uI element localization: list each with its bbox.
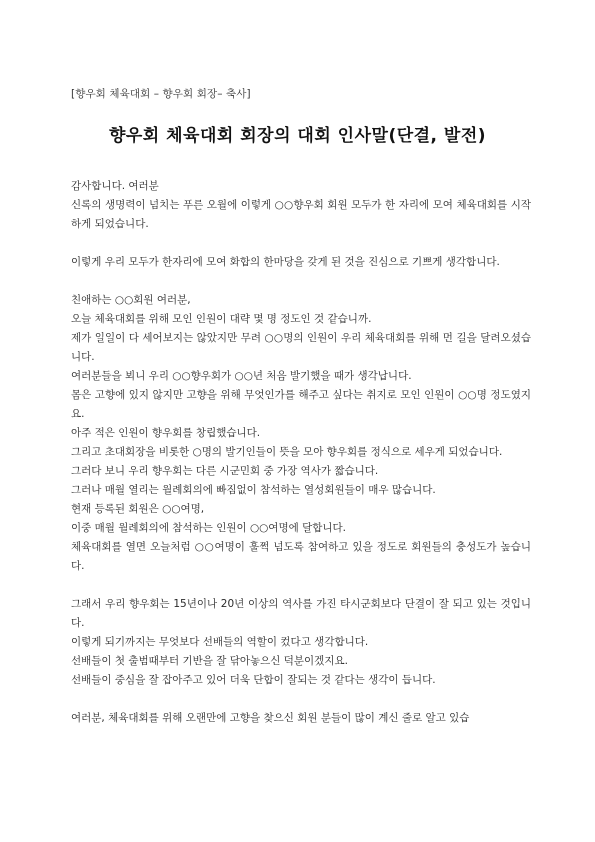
body-paragraph: 이렇게 우리 모두가 한자리에 모여 화합의 한마당을 갖게 된 것을 진심으로 기쁘게 생각합니다. xyxy=(71,256,500,268)
body-paragraph: 그러나 매월 열리는 월례회의에 빠짐없이 참석하는 열성회원들이 매우 많습니다. xyxy=(71,484,436,496)
body-paragraph: 현재 등록된 회원은 ○○여명, xyxy=(71,503,205,515)
body-paragraph: 선배들이 중심을 잘 잡아주고 있어 더욱 단합이 잘되는 것 같다는 생각이 듭니다. xyxy=(71,674,436,686)
body-paragraph: 아주 적은 인원이 향우회를 창립했습니다. xyxy=(71,427,261,439)
body-paragraph: 그래서 우리 향우회는 15년이나 20년 이상의 역사를 가진 타시군회보다 단결이 잘 되고 있는 것입니다. xyxy=(71,598,531,629)
body-paragraph: 몸은 고향에 있지 않지만 고향을 위해 무엇인가를 해주고 싶다는 취지로 모인 인원이 ○○명 정도였지요. xyxy=(71,389,531,420)
body-paragraph: 여러분들을 뵈니 우리 ○○향우회가 ○○년 처음 발기했을 때가 생각납니다. xyxy=(71,370,412,382)
body-paragraph: 친애하는 ○○회원 여러분, xyxy=(71,294,191,306)
body-paragraph: 오늘 체육대회를 위해 모인 인원이 대략 몇 명 정도인 것 같습니까. xyxy=(71,313,372,325)
paragraph-spacer xyxy=(71,690,531,709)
paragraph-spacer xyxy=(71,272,531,291)
paragraph-spacer xyxy=(71,234,531,253)
body-paragraph: 여러분, 체육대회를 위해 오랜만에 고향을 찾으신 회원 분들이 많이 계신 줄로 알고 있습 xyxy=(71,712,470,724)
body-paragraph: 그리고 초대회장을 비롯한 ○명의 발기인들이 뜻을 모아 향우회를 정식으로 세우게 되었습니다. xyxy=(71,446,503,458)
document-header: [향우회 체육대회 – 향우회 회장– 축사] xyxy=(71,88,251,100)
document-title: 향우회 체육대회 회장의 대회 인사말(단결, 발전) xyxy=(108,126,487,146)
body-paragraph: 체육대회를 열면 오늘처럼 ○○여명이 훌쩍 넘도록 참여하고 있을 정도로 회원들의 충성도가 높습니다. xyxy=(71,541,531,572)
body-paragraph: 감사합니다. 여러분 xyxy=(71,180,159,192)
body-paragraph: 이렇게 되기까지는 무엇보다 선배들의 역할이 컸다고 생각합니다. xyxy=(71,636,369,648)
body-paragraph: 선배들이 첫 출범때부터 기반을 잘 닦아놓으신 덕분이겠지요. xyxy=(71,655,348,667)
paragraph-spacer xyxy=(71,576,531,595)
body-paragraph: 그러다 보니 우리 향우회는 다른 시군민회 중 가장 역사가 짧습니다. xyxy=(71,465,379,477)
document-body xyxy=(71,177,531,728)
body-paragraph: 이중 매월 월례회의에 참석하는 인원이 ○○여명에 달합니다. xyxy=(71,522,346,534)
body-paragraph: 제가 일일이 다 세어보지는 않았지만 무려 ○○명의 인원이 우리 체육대회를 위해 먼 길을 달려오셨습니다. xyxy=(71,332,531,363)
body-paragraph: 신록의 생명력이 넘치는 푸른 오월에 이렇게 ○○향우회 회원 모두가 한 자리에 모여 체육대회를 시작하게 되었습니다. xyxy=(71,199,531,230)
